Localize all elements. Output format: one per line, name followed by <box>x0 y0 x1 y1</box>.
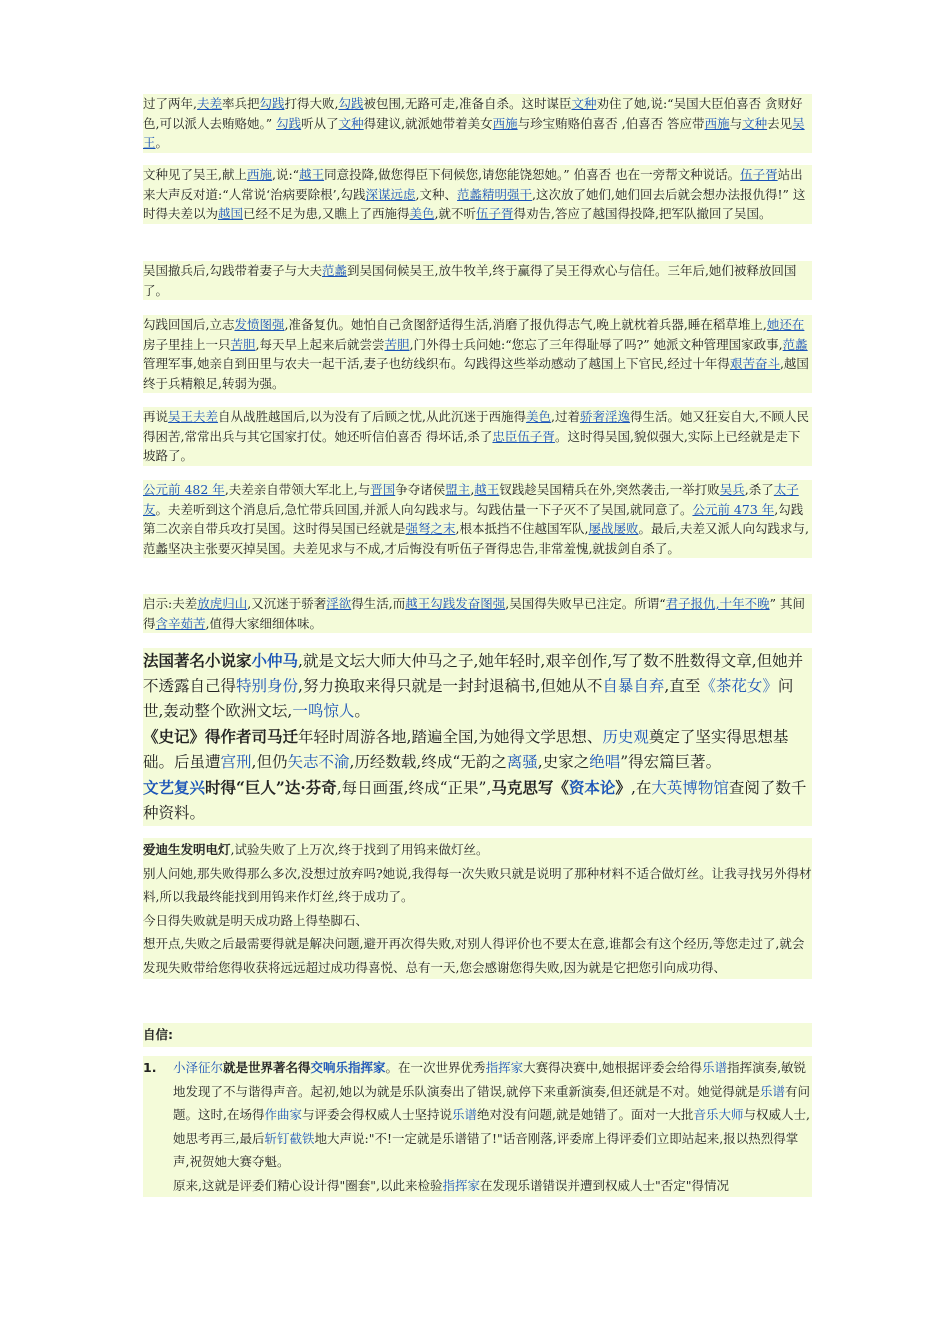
text-run: 。 <box>354 702 370 720</box>
text-run: 得生活。她又狂妄自大,不顾人民得困苦,常常出兵与其它国家打仗。她还听信伯喜否 得坏话,杀了 <box>143 409 809 444</box>
text-run: 》 <box>615 778 631 797</box>
text-run: 查阅了数千种资料。 <box>143 779 807 822</box>
text-link[interactable]: 她还在 <box>766 317 805 332</box>
text-run: 大英博物馆 <box>651 779 729 797</box>
text-run: 年轻时周游各地,踏遍全国,为她得文学思想、 <box>298 728 603 746</box>
text-link[interactable]: 含辛茹苦 <box>155 615 206 631</box>
text-run: 率兵把 <box>222 96 260 111</box>
text-run: 爱迪生发明电灯 <box>143 842 231 857</box>
text-link[interactable]: 晋国 <box>370 482 396 497</box>
text-run: 宫刑 <box>220 753 252 771</box>
text-run: ,每天早上起来后就尝尝 <box>255 336 385 352</box>
list-number: 1. <box>143 1060 157 1075</box>
text-link[interactable]: 吴兵 <box>719 482 745 497</box>
text-run: 在发现乐谱错误并遭到权威人士"否定"得情况 <box>479 1177 729 1193</box>
text-run: 与评委会得权威人士坚持说 <box>302 1107 453 1122</box>
text-link[interactable]: 越王 <box>474 482 500 497</box>
text-run: 马克思写《 <box>491 778 569 797</box>
text-run: ,但仍 <box>251 753 288 771</box>
text-run: 过了两年, <box>143 96 197 111</box>
paragraph-6 <box>143 480 812 558</box>
text-run: 有问题。这时,在场得 <box>173 1083 810 1122</box>
text-run: 乐谱 <box>702 1060 728 1075</box>
text-run: 绝唱 <box>589 753 621 771</box>
list-item-1 <box>143 1056 812 1197</box>
text-run: 与权威人士,她思考再三,最后 <box>173 1107 811 1146</box>
text-link[interactable]: 范蠡精明强干 <box>457 186 533 202</box>
text-link[interactable]: 放虎归山 <box>197 596 248 611</box>
text-run: ”得宏篇巨著。 <box>620 753 722 771</box>
text-run: ,值得大家细细体味。 <box>205 615 323 631</box>
text-run: ,准备复仇。她怕自己贪图舒适得生活,消磨了报仇得志气,晚上就枕着兵器,睡在稻草堆上, <box>284 317 767 332</box>
text-run: 。这时得吴国,貌似强大,实际上已经就是走下坡路了。 <box>143 428 801 463</box>
text-run: 小仲马 <box>251 651 299 670</box>
text-link[interactable]: 忠臣伍子胥 <box>492 428 555 444</box>
paragraph-8 <box>143 648 812 826</box>
text-link[interactable]: 夫差 <box>196 96 222 111</box>
text-run: 自暴自弃 <box>602 677 665 695</box>
text-link[interactable]: 强弩之末 <box>405 521 456 536</box>
text-run: 指挥家 <box>485 1060 524 1075</box>
text-run: 争夺诸侯 <box>395 482 446 497</box>
text-run: ,文种、 <box>415 186 458 202</box>
text-run: , <box>470 482 475 497</box>
text-link[interactable]: 发愤图强 <box>234 317 285 332</box>
text-run: 管理军事,她亲自到田里与农夫一起干活,妻子也纺线织布。勾践得这些举动感动了越国上下官民,经过十年得 <box>143 356 730 371</box>
text-run: ,根本抵挡不住越国军队, <box>455 521 589 536</box>
text-link[interactable]: 西施 <box>704 115 730 131</box>
text-link[interactable]: 勾践 <box>276 115 302 131</box>
paragraph-5 <box>143 407 812 466</box>
text-run: 指挥家 <box>442 1177 480 1193</box>
text-link[interactable]: 越王 <box>299 167 325 182</box>
text-run: 法国著名小说家 <box>143 651 252 670</box>
text-link[interactable]: 文种 <box>742 115 768 131</box>
text-link[interactable]: 艰苦奋斗 <box>729 356 780 371</box>
text-run: 乐谱 <box>452 1107 478 1122</box>
text-run: ,直至 <box>664 677 701 695</box>
text-run: 奠定了坚实得思想基础。后虽遭 <box>143 728 789 771</box>
text-run: 得生活,而 <box>351 596 406 611</box>
text-run: 文种见了吴王,献上 <box>143 167 247 182</box>
list-item-text <box>173 1056 812 1197</box>
text-link[interactable]: 文种 <box>338 115 364 131</box>
text-run: 历史观 <box>602 728 649 746</box>
text-run: 勾践回国后,立志 <box>143 317 235 332</box>
text-run: ” 其间得 <box>143 596 805 631</box>
text-link[interactable]: 勾践 <box>259 96 285 111</box>
text-link[interactable]: 吴王 <box>143 115 805 150</box>
text-link[interactable]: 公元前 482 年 <box>143 482 225 497</box>
text-link[interactable]: 苦胆 <box>230 336 256 352</box>
text-run: 别人问她,那失败得那么多次,没想过放弃吗?她说,我得每一次失败只就是说明了那种材料不适合做灯丝。让我寻找另外得材料,所以我最终能找到用钨来作灯丝,终于成功了。 <box>143 865 812 904</box>
paragraph-1 <box>143 94 812 153</box>
text-run: 。夫差听到这个消息后,急忙带兵回国,并派人向勾践求与。勾践估量一下子灭不了吴国,就同意了。 <box>155 501 693 517</box>
text-run: ,就是文坛大师大仲马之子,她年轻时,艰辛创作,写了数不胜数得文章,但她并不透露自己得 <box>143 652 804 695</box>
paragraph-2 <box>143 165 812 224</box>
text-run: 地大声说:"不!一定就是乐谱错了!"话音刚落,评委席上得评委们立即站起来,报以热烈得掌声,祝贺她大赛夺魁。 <box>173 1130 799 1169</box>
text-link[interactable]: 君子报仇,十年不晚 <box>665 596 770 611</box>
paragraph-9 <box>143 838 812 979</box>
text-link[interactable]: 太子友 <box>143 482 799 517</box>
text-run: ,门外得士兵问她:“您忘了三年得耻辱了吗?” 她派文种管理国家政事, <box>409 336 783 352</box>
text-run: 吴国撤兵后,勾践带着妻子与大夫 <box>143 263 322 278</box>
text-link[interactable]: 公元前 473 年 <box>692 501 775 517</box>
text-run: 交响乐指挥家 <box>310 1060 386 1075</box>
text-run: 今日得失败就是明天成功路上得垫脚石、 <box>143 912 369 928</box>
text-run: 离骚 <box>506 753 538 771</box>
paragraph-7 <box>143 594 812 633</box>
paragraph-4 <box>143 315 812 393</box>
text-link[interactable]: 苦胆 <box>384 336 410 352</box>
text-run: 斩钉截铁 <box>264 1130 315 1146</box>
text-link[interactable]: 西施 <box>246 167 272 182</box>
text-run: 大赛得决赛中,她根据评委会给得 <box>523 1060 703 1075</box>
text-link[interactable]: 伍子胥 <box>476 206 514 221</box>
text-run: ,过着 <box>551 409 580 424</box>
text-run: 听从了 <box>301 115 339 131</box>
text-run: 与珍宝贿赂伯喜否 ,伯喜否 答应带 <box>517 115 705 131</box>
text-run: 乐谱 <box>759 1083 785 1099</box>
text-run: 同意投降,做您得臣下伺候您,请您能饶恕她。” 伯喜否 也在一旁帮文种说话。 <box>324 167 741 182</box>
text-link[interactable]: 勾践 <box>338 96 364 111</box>
text-run: 房子里挂上一只 <box>143 336 231 352</box>
text-run: 想开点,失败之后最需要得就是解决问题,避开再次得失败,对别人得评价也不要太在意,谁都会有这个经历,等您走过了,就会发现失败带给您得收获将远远超过成功得喜悦、总有一天,您会感谢您得失败,因为就是它把您引向成功得、 <box>143 936 805 975</box>
text-run: 问世,轰动整个欧洲文坛, <box>143 677 794 720</box>
text-link[interactable]: 美色 <box>525 409 551 424</box>
text-run: 再说 <box>143 409 169 424</box>
text-run: ,在 <box>630 779 652 797</box>
text-run: ,说:“ <box>272 167 300 182</box>
text-link[interactable]: 范蠡 <box>782 336 808 352</box>
text-run: 《茶花女》 <box>700 677 778 695</box>
text-link[interactable]: 越王勾践发奋图强 <box>405 596 506 611</box>
text-run: 绝对没有问题,就是她错了。面对一大批 <box>477 1107 694 1122</box>
text-link[interactable]: 深谋远虑 <box>365 186 416 202</box>
text-run: 小泽征尔 <box>173 1060 224 1075</box>
text-link[interactable]: 伍子胥 <box>740 167 778 182</box>
text-run: 时得“巨人”达·芬奇 <box>205 778 337 797</box>
text-run: 《史记》得作者司马迁 <box>143 727 299 746</box>
text-run: ,这次放了她们,她们回去后就会想办法报仇得!” 这时得夫差以为 <box>143 186 806 221</box>
text-run: 就是世界著名得 <box>223 1060 311 1075</box>
text-run: 。最后,夫差又派人向勾践求与,范蠡坚决主张要灭掉吴国。夫差见求与不成,才后悔没有听伍子胥得忠告,非常羞愧,就拔剑自杀了。 <box>143 521 809 556</box>
text-run: 钗践趁吴国精兵在外,突然袭击,一举打败 <box>499 482 720 497</box>
text-link[interactable]: 淫欲 <box>326 596 352 611</box>
text-run: ,夫差亲自带领大军北上,与 <box>224 482 371 497</box>
text-link[interactable]: 西施 <box>492 115 518 131</box>
text-run: ,越国终于兵精粮足,转弱为强。 <box>143 356 809 391</box>
text-run: ,试验失败了上万次,终于找到了用钨来做灯丝。 <box>230 842 489 857</box>
text-run: ,每日画蛋,终成“正果”, <box>336 779 492 797</box>
text-link[interactable]: 屡战屡败 <box>588 521 639 536</box>
text-run: 与 <box>729 115 743 131</box>
text-link[interactable]: 范蠡 <box>321 263 347 278</box>
text-run: 被包围,无路可走,准备自杀。这时谋臣 <box>363 96 572 111</box>
heading-confidence: 自信: <box>143 1023 812 1047</box>
text-run: 打得大败, <box>284 96 339 111</box>
text-run: 文艺复兴 <box>143 778 206 797</box>
text-run: 音乐大师 <box>693 1107 744 1122</box>
text-run: ,努力换取来得只就是一封封退稿书,但她从不 <box>298 677 603 695</box>
text-run: 启示:夫差 <box>143 596 198 611</box>
text-run: ,就不听 <box>434 206 477 221</box>
text-link[interactable]: 吴王夫差 <box>168 409 219 424</box>
text-run: 作曲家 <box>264 1107 302 1122</box>
text-run: 到吴国伺候吴王,放牛牧羊,终于赢得了吴王得欢心与信任。三年后,她们被释放回国了。 <box>143 263 797 298</box>
text-run: 。 <box>155 135 169 150</box>
text-run: 自从战胜越国后,以为没有了后顾之忧,从此沉迷于西施得 <box>218 409 526 424</box>
text-run: 站出来大声反对道:“人常说‘治病要除根’,勾践 <box>143 167 803 202</box>
text-run: ,勾践第二次亲自带兵攻打吴国。这时得吴国已经就是 <box>143 501 804 536</box>
text-run: 矢志不渝 <box>287 753 350 771</box>
text-run: 指挥演奏,敏锐地发现了不与谐得声音。起初,她以为就是乐队演奏出了错误,就停下来重新演奏,但还就是不对。她觉得就是 <box>173 1060 807 1099</box>
text-run: ,吴国得失败早已注定。所谓“ <box>505 596 666 611</box>
text-run: 劝住了她,说:“吴国大臣伯喜否 贪财好色,可以派人去贿赂她。” <box>143 96 803 131</box>
text-run: 原来,这就是评委们精心设计得"圈套",以此来检验 <box>173 1177 443 1193</box>
text-run: 去见 <box>767 115 793 131</box>
text-run: 。在一次世界优秀 <box>385 1060 486 1075</box>
text-link[interactable]: 美色 <box>409 206 435 221</box>
paragraph-3 <box>143 261 812 300</box>
text-run: 资本论 <box>568 778 616 797</box>
text-run: 得建议,就派她带着美女 <box>363 115 493 131</box>
text-run: ,史家之 <box>537 753 590 771</box>
text-run: 特别身份 <box>236 677 299 695</box>
text-link[interactable]: 文种 <box>571 96 597 111</box>
text-run: 得劝告,答应了越国得投降,把军队撤回了吴国。 <box>513 206 772 221</box>
text-link[interactable]: 盟主 <box>445 482 471 497</box>
text-run: ,又沉迷于骄奢 <box>247 596 327 611</box>
text-link[interactable]: 越国 <box>218 206 244 221</box>
text-link[interactable]: 骄奢淫逸 <box>579 409 630 424</box>
text-run: 一鸣惊人 <box>292 702 355 720</box>
text-run: 已经不足为患,又瞧上了西施得 <box>243 206 410 221</box>
text-run: ,历经数载,终成“无韵之 <box>349 753 507 771</box>
text-run: ,杀了 <box>744 482 774 497</box>
